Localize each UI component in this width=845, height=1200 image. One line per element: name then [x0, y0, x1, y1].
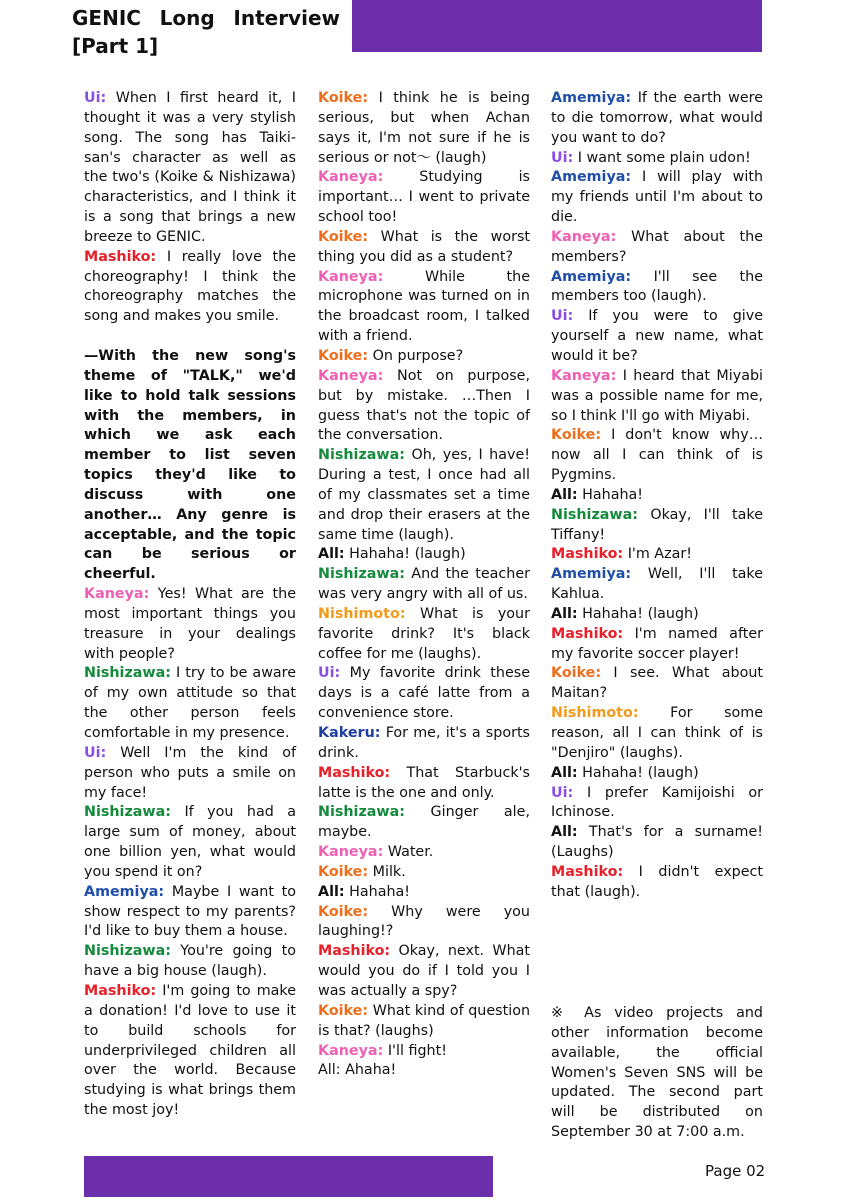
- dialogue-line: [318, 446, 530, 545]
- dialogue-line: [318, 883, 530, 903]
- dialogue-text: Yes! What are the most important things you treasure in your dealings with people?: [84, 586, 296, 662]
- dialogue-line: [551, 307, 763, 367]
- speaker-name: Kakeru:: [318, 725, 381, 741]
- dialogue-line: [551, 426, 763, 486]
- speaker-name: Ui:: [551, 784, 574, 801]
- speaker-name: Nishizawa:: [318, 447, 405, 464]
- speaker-name: Amemiya:: [551, 90, 632, 106]
- dialogue-text: Ginger ale, maybe.: [318, 804, 530, 841]
- speaker-name: All:: [551, 764, 578, 781]
- speaker-name: Nishimoto:: [318, 605, 406, 622]
- dialogue-line: [84, 883, 296, 943]
- dialogue-text: Maybe I want to show respect to my parents? I'd like to buy them a house.: [84, 883, 296, 940]
- speaker-name: Koike:: [318, 863, 369, 880]
- dialogue-text: Hahaha! (laugh): [582, 764, 699, 781]
- page-number: Page 02: [705, 1162, 766, 1180]
- dialogue-line: [551, 704, 763, 764]
- speaker-name: Koike:: [318, 228, 369, 245]
- dialogue-text: For some reason, all I can think of is "Denjiro" (laughs).: [551, 705, 763, 761]
- dialogue-text: If you had a large sum of money, about one billion yen, what would you spend it on?: [84, 804, 297, 880]
- dialogue-line: [318, 942, 530, 1002]
- dialogue-line: [551, 823, 763, 863]
- speaker-name: Mashiko:: [551, 546, 624, 563]
- speaker-name: Kaneya:: [318, 367, 384, 384]
- dialogue-text: Water.: [387, 844, 434, 861]
- interviewer-question: —With the new song's theme of "TALK," we'd like to hold talk sessions with the members, in which we ask each member to list seven topics they'd like to discuss with one another… Any genre is acceptable, and the topic can be serious or cheerful.: [84, 347, 296, 583]
- dialogue-text: If the earth were to die tomorrow, what would you want to do?: [551, 90, 763, 146]
- text-column-2: [318, 89, 530, 1081]
- dialogue-line: [551, 168, 763, 228]
- dialogue-text: You're going to have a big house (laugh).: [84, 943, 296, 980]
- speaker-name: Koike:: [551, 427, 602, 444]
- dialogue-text: That's for a surname! (Laughs): [551, 824, 763, 861]
- dialogue-text: That Starbuck's latte is the one and only.: [318, 764, 530, 801]
- dialogue-line: [84, 744, 296, 804]
- dialogue-line: [551, 764, 763, 784]
- dialogue-line: [318, 565, 530, 605]
- dialogue-line: [551, 545, 763, 565]
- dialogue-line: [551, 149, 763, 169]
- dialogue-line: [551, 784, 763, 824]
- speaker-name: Mashiko:: [318, 943, 391, 960]
- dialogue-text: Not on purpose, but by mistake. …Then I guess that's not the topic of the conversation.: [318, 367, 531, 444]
- dialogue-line: [551, 367, 763, 427]
- title-line-1: [72, 4, 340, 32]
- speaker-name: All:: [318, 546, 345, 563]
- speaker-name: Koike:: [318, 903, 369, 920]
- dialogue-line: [318, 1042, 530, 1062]
- dialogue-line: [84, 664, 296, 743]
- dialogue-text: I see. What about Maitan?: [551, 665, 764, 702]
- title-word: Interview: [233, 6, 340, 30]
- dialogue-text: I really love the choreography! I think the choreography matches the song and makes you smile.: [84, 248, 296, 325]
- dialogue-line: [318, 724, 530, 764]
- title-word: Long: [159, 6, 215, 30]
- dialogue-line: [84, 803, 296, 882]
- dialogue-text: I think he is being serious, but when Achan says it, I'm not sure if he is serious or not～ (laugh): [318, 90, 531, 166]
- speaker-name: Mashiko:: [551, 863, 624, 880]
- dialogue-text: I will play with my friends until I'm about to die.: [551, 169, 764, 226]
- dialogue-line: [551, 228, 763, 268]
- dialogue-text: Okay, next. What would you do if I told you I was actually a spy?: [318, 943, 530, 999]
- dialogue-line: [318, 89, 530, 168]
- speaker-name: All:: [551, 824, 578, 841]
- speaker-name: Mashiko:: [84, 982, 157, 999]
- speaker-name: All:: [318, 883, 345, 900]
- dialogue-text: Oh, yes, I have! During a test, I once had all of my classmates set a time and drop their erasers at the same time (laugh).: [318, 447, 530, 543]
- dialogue-line: [551, 605, 763, 625]
- dialogue-line: [318, 605, 530, 665]
- title-word: GENIC: [72, 6, 141, 30]
- dialogue-line: [318, 545, 530, 565]
- dialogue-line: [318, 228, 530, 268]
- speaker-name: Koike:: [318, 90, 369, 106]
- dialogue-text: Hahaha! (laugh): [582, 605, 699, 622]
- speaker-name: Koike:: [318, 347, 369, 364]
- dialogue-text: I'll see the members too (laugh).: [551, 268, 764, 305]
- footnote: ※ As video projects and other information become available, the official Women's Seven SNS will be updated. The second part will be distributed on September 30 at 7:00 a.m.: [551, 1005, 763, 1141]
- dialogue-line: [318, 347, 530, 367]
- speaker-name: Nishizawa:: [84, 665, 171, 682]
- dialogue-text: On purpose?: [372, 347, 464, 364]
- speaker-name: Amemiya:: [84, 883, 165, 900]
- dialogue-line: [84, 942, 296, 982]
- speaker-name: Nishimoto:: [551, 705, 639, 722]
- dialogue-line: [318, 268, 530, 347]
- speaker-name: Ui:: [84, 90, 107, 106]
- speaker-name: Koike:: [551, 665, 602, 682]
- speaker-name: Kaneya:: [84, 586, 150, 603]
- speaker-name: Mashiko:: [551, 625, 624, 642]
- dialogue-line: [551, 625, 763, 665]
- dialogue-text: And the teacher was very angry with all of us.: [318, 566, 531, 603]
- dialogue-text: What is your favorite drink? It's black coffee for me (laughs).: [318, 605, 530, 662]
- speaker-name: Kaneya:: [551, 228, 617, 245]
- dialogue-text: I'll fight!: [387, 1042, 447, 1059]
- speaker-name: Kaneya:: [318, 268, 384, 285]
- speaker-name: Amemiya:: [551, 566, 632, 583]
- speaker-name: Nishizawa:: [318, 566, 405, 583]
- dialogue-line: [551, 565, 763, 605]
- dialogue-text: I try to be aware of my own attitude so that the other person feels comfortable in my presence.: [84, 665, 297, 741]
- speaker-name: Kaneya:: [318, 1042, 384, 1059]
- dialogue-line: [318, 367, 530, 446]
- dialogue-line: All: Ahaha!: [318, 1062, 397, 1079]
- dialogue-text: I prefer Kamijoishi or Ichinose.: [551, 784, 764, 821]
- dialogue-text: I'm going to make a donation! I'd love to use it to build schools for underprivileged children all over the world. Because studying is what brings them the most joy!: [84, 982, 296, 1119]
- dialogue-line: [318, 863, 530, 883]
- dialogue-line: [318, 843, 530, 863]
- dialogue-text: Well I'm the kind of person who puts a smile on my face!: [84, 744, 297, 801]
- dialogue-line: [318, 764, 530, 804]
- text-column-3: [551, 89, 763, 903]
- dialogue-line: [551, 506, 763, 546]
- speaker-name: Koike:: [318, 1002, 369, 1019]
- dialogue-text: Okay, I'll take Tiffany!: [551, 506, 763, 543]
- dialogue-line: [551, 664, 763, 704]
- speaker-name: Kaneya:: [551, 367, 617, 384]
- dialogue-line: [551, 486, 763, 506]
- dialogue-line: [318, 664, 530, 724]
- dialogue-text: What is the worst thing you did as a student?: [318, 228, 530, 265]
- speaker-name: Nishizawa:: [84, 943, 171, 960]
- dialogue-line: [84, 585, 296, 664]
- speaker-name: Amemiya:: [551, 268, 632, 285]
- dialogue-line: [84, 248, 296, 327]
- speaker-name: Mashiko:: [318, 764, 391, 781]
- dialogue-text: I heard that Miyabi was a possible name for me, so I think I'll go with Miyabi.: [551, 367, 763, 424]
- speaker-name: Nishizawa:: [551, 506, 638, 523]
- dialogue-line: [551, 268, 763, 308]
- dialogue-text: Well, I'll take Kahlua.: [551, 566, 763, 603]
- dialogue-text: Why were you laughing!?: [318, 903, 530, 940]
- dialogue-text: What kind of question is that? (laughs): [318, 1002, 531, 1039]
- dialogue-line: [318, 903, 530, 943]
- dialogue-line: [84, 982, 296, 1121]
- dialogue-line: [318, 1002, 530, 1042]
- dialogue-text: When I first heard it, I thought it was a very stylish song. The song has Taiki-san's character as well as the two's (Koike & Nishizawa) characteristics, and I think it is a song that brings a new breeze to GENIC.: [84, 90, 296, 245]
- dialogue-text: I want some plain udon!: [577, 149, 751, 166]
- dialogue-text: Hahaha!: [582, 486, 644, 503]
- dialogue-text: For me, it's a sports drink.: [318, 725, 530, 761]
- dialogue-line: [318, 803, 530, 843]
- dialogue-line: [318, 168, 530, 228]
- speaker-name: All:: [551, 605, 578, 622]
- dialogue-line: [551, 89, 763, 149]
- article-title: [72, 4, 340, 60]
- footer-accent-bar: [84, 1156, 493, 1197]
- speaker-name: Nishizawa:: [318, 804, 405, 821]
- speaker-name: Ui:: [551, 308, 574, 325]
- speaker-name: Kaneya:: [318, 169, 384, 186]
- dialogue-text: Studying is important… I went to private school too!: [318, 169, 531, 226]
- dialogue-text: While the microphone was turned on in the broadcast room, I talked with a friend.: [318, 268, 530, 345]
- title-line-2: [Part 1]: [72, 34, 159, 58]
- speaker-name: Ui:: [84, 744, 107, 761]
- text-column-1: [84, 89, 296, 1121]
- dialogue-text: Hahaha! (laugh): [349, 546, 466, 563]
- speaker-name: Amemiya:: [551, 169, 632, 186]
- dialogue-text: I don't know why… now all I can think of is Pygmins.: [551, 427, 764, 484]
- speaker-name: Ui:: [318, 665, 341, 682]
- dialogue-text: My favorite drink these days is a café latte from a convenience store.: [318, 665, 530, 722]
- speaker-name: All:: [551, 486, 578, 503]
- dialogue-text: I'm Azar!: [627, 546, 692, 563]
- header-accent-bar: [352, 0, 762, 52]
- speaker-name: Ui:: [551, 149, 574, 166]
- speaker-name: Nishizawa:: [84, 804, 171, 821]
- speaker-name: Mashiko:: [84, 248, 157, 265]
- dialogue-text: If you were to give yourself a new name, what would it be?: [551, 308, 764, 364]
- dialogue-line: [84, 89, 296, 248]
- dialogue-text: I'm named after my favorite soccer player!: [551, 625, 764, 662]
- dialogue-text: Hahaha!: [349, 883, 411, 900]
- dialogue-text: I didn't expect that (laugh).: [551, 863, 763, 900]
- dialogue-text: Milk.: [372, 863, 406, 880]
- dialogue-text: What about the members?: [551, 228, 763, 265]
- dialogue-line: [551, 863, 763, 903]
- speaker-name: Kaneya:: [318, 844, 384, 861]
